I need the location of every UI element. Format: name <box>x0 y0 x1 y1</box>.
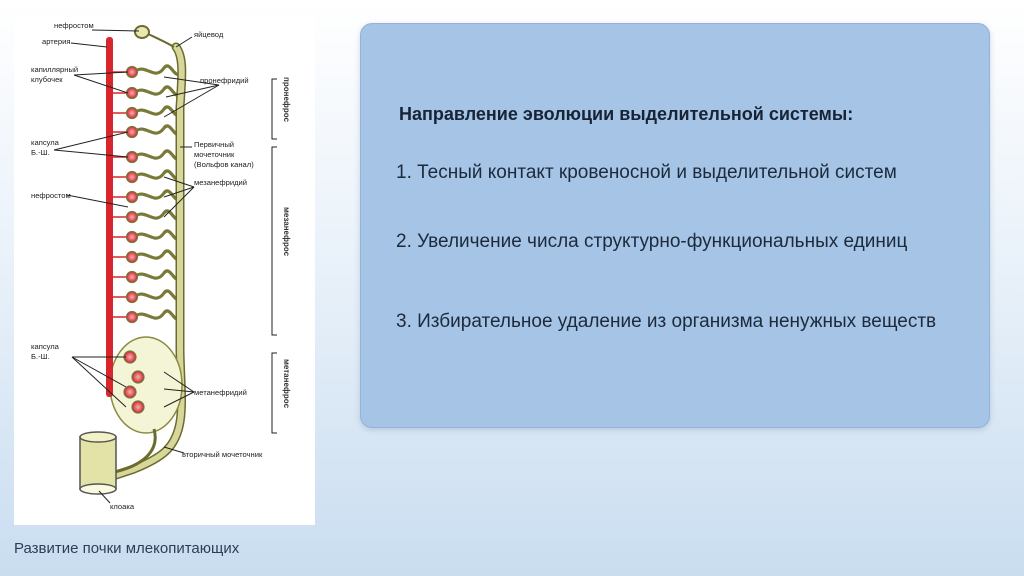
nephron-tubule <box>134 171 180 180</box>
label-pronephridia: пронефридий <box>200 76 249 85</box>
capillary-glomerulus <box>127 192 138 203</box>
label-cloaca: клоака <box>110 502 135 511</box>
label-metanephridia: метанефридий <box>194 388 247 397</box>
metanephros-glomerulus <box>132 371 144 383</box>
nephron-tubule <box>134 311 180 320</box>
cloaca <box>80 432 116 494</box>
label-pronephros: пронефрос <box>282 77 291 123</box>
capillary-glomerulus <box>127 108 138 119</box>
capillary-glomerulus <box>127 152 138 163</box>
nephron-tubule <box>134 151 180 160</box>
oviduct-funnel <box>135 26 149 38</box>
capillary-glomerulus <box>127 292 138 303</box>
figure-caption: Развитие почки млекопитающих <box>14 540 240 557</box>
label-metanephros: метанефрос <box>282 359 291 409</box>
label-capsule-2: Б.-Ш. <box>31 148 50 157</box>
label-nephrostome-mid: нефростом <box>31 191 71 200</box>
artery <box>106 37 113 397</box>
nephron-tubule <box>134 126 180 135</box>
capillary-glomerulus <box>127 127 138 138</box>
capillary-glomerulus <box>127 67 138 78</box>
card-title: Направление эволюции выделительной системы: <box>399 104 854 124</box>
region-brackets <box>272 79 277 433</box>
nephron-tubule <box>134 211 180 220</box>
label-artery: артерия <box>42 37 71 46</box>
point-3: 3. Избирательное удаление из организма ненужных веществ <box>396 311 937 332</box>
label-capillary-1: капиллярный <box>31 65 79 74</box>
label-oviduct: яйцевод <box>194 30 224 39</box>
capillary-glomerulus <box>127 252 138 263</box>
metanephros-body <box>110 337 182 433</box>
nephron-tubule <box>134 291 180 300</box>
label-mesonephros: мезанефрос <box>282 207 291 257</box>
point-2: 2. Увеличение числа структурно-функциональных единиц <box>396 231 908 252</box>
nephron-tubule <box>134 271 180 280</box>
label-primary-duct-2: мочеточник <box>194 150 235 159</box>
capillary-glomerulus <box>127 172 138 183</box>
nephron-tubule <box>134 66 180 75</box>
nephron-tubule <box>134 231 180 240</box>
label-primary-duct-3: (Вольфов канал) <box>194 160 254 169</box>
capillary-glomerulus <box>127 212 138 223</box>
evolution-card <box>360 23 990 428</box>
capillary-glomerulus <box>127 272 138 283</box>
label-capsule-low-2: Б.-Ш. <box>31 352 50 361</box>
label-primary-duct-1: Первичный <box>194 140 235 149</box>
label-capsule-1: капсула <box>31 138 59 147</box>
label-secondary-ureter: вторичный мочеточник <box>182 450 263 459</box>
metanephros-glomerulus <box>132 401 144 413</box>
nephron-tubule <box>134 191 180 200</box>
nephron-tubule <box>134 87 180 96</box>
metanephros-glomerulus <box>124 386 136 398</box>
label-capsule-low-1: капсула <box>31 342 59 351</box>
nephron-tubule <box>134 251 180 260</box>
capillary-glomerulus <box>127 88 138 99</box>
point-1: 1. Тесный контакт кровеносной и выделительной систем <box>396 162 897 183</box>
label-capillary-2: клубочек <box>31 75 63 84</box>
label-mesonephridia: мезанефридий <box>194 178 248 187</box>
kidney-development-figure <box>14 17 315 525</box>
label-nephrostome-top: нефростом <box>54 21 94 30</box>
capillary-glomerulus <box>127 232 138 243</box>
kidney-diagram <box>14 17 315 525</box>
capillary-glomerulus <box>127 312 138 323</box>
